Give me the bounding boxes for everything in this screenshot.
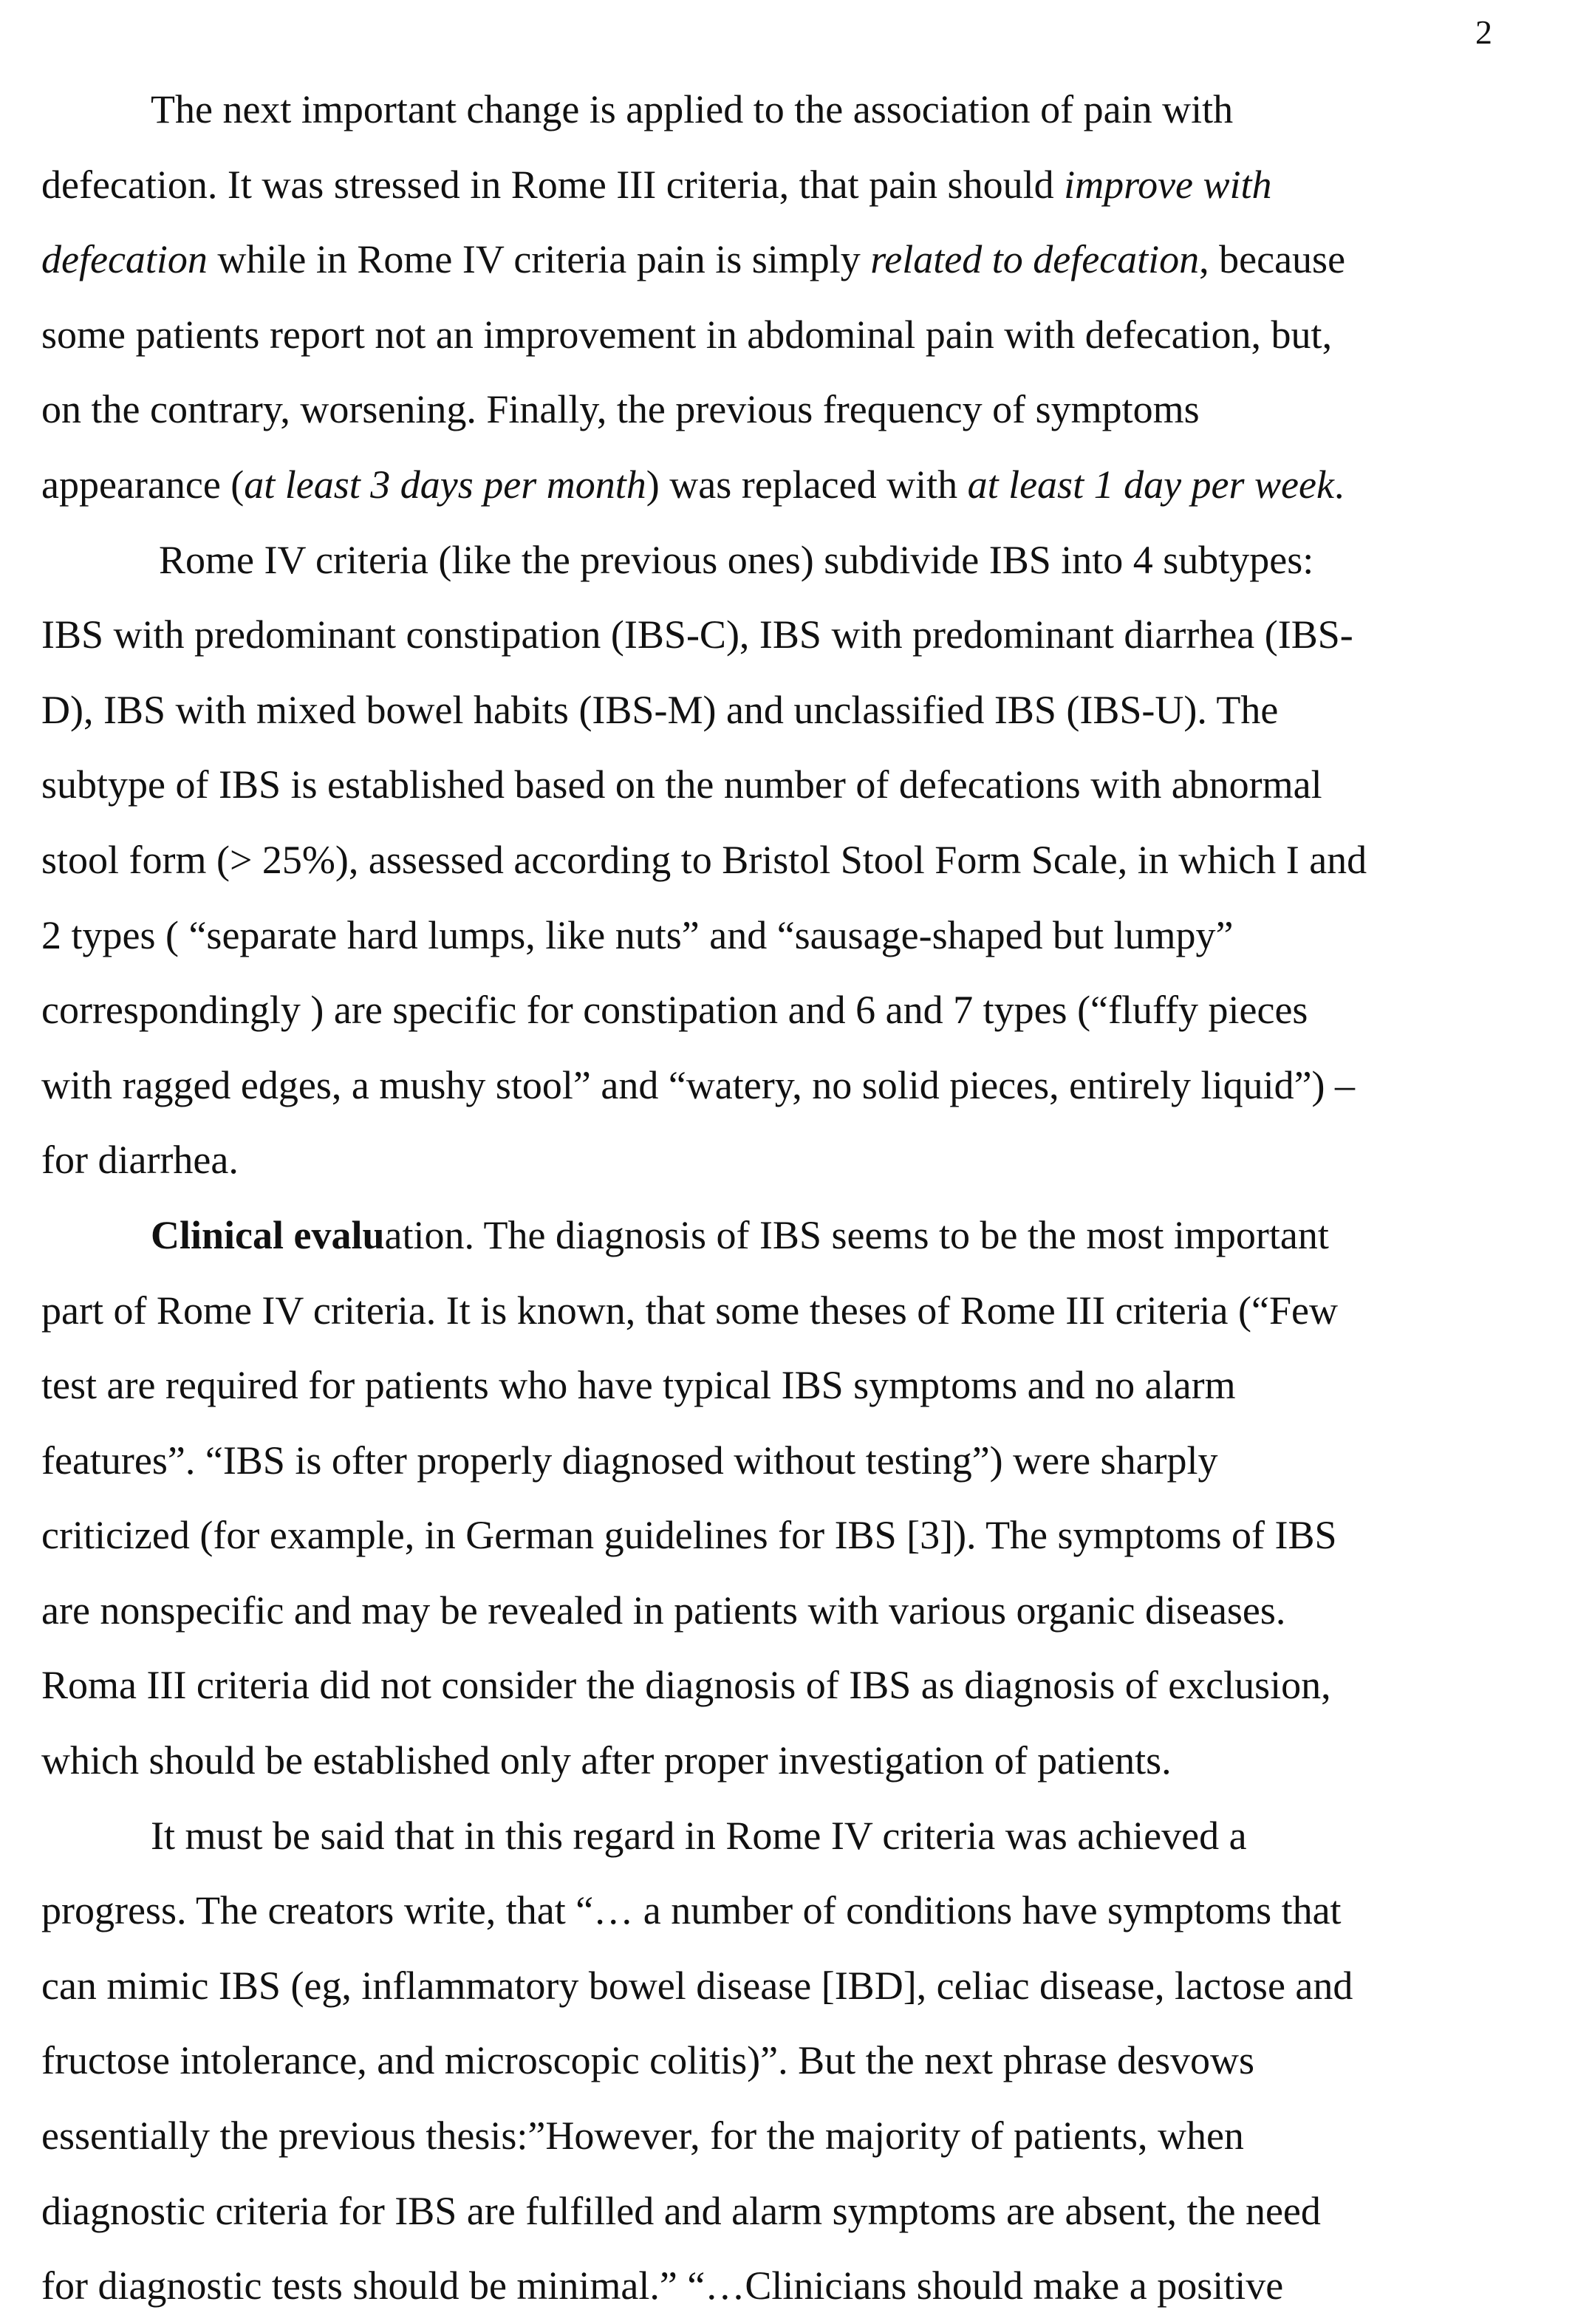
text-line: [41, 973, 1492, 1048]
text-segment: with ragged edges, a mushy stool” and “watery, no solid pieces, entirely liquid”) –: [41, 1062, 1356, 1107]
text-segment: stool form (> 25%), assessed according to Bristol Stool Form Scale, in which I and: [41, 837, 1367, 882]
text-segment: appearance (: [41, 462, 245, 507]
text-segment: diagnostic criteria for IBS are fulfilled and alarm symptoms are absent, the need: [41, 2188, 1321, 2233]
text-segment: some patients report not an improvement in abdominal pain with defecation, but,: [41, 312, 1333, 357]
text-line: [41, 1424, 1492, 1499]
text-line: [41, 748, 1492, 823]
text-segment: progress. The creators write, that “… a number of conditions have symptoms that: [41, 1888, 1342, 1933]
text-line: [41, 1123, 1492, 1198]
italic-text: related to defecation: [870, 237, 1200, 282]
text-line: [41, 372, 1492, 448]
text-line: [41, 1799, 1492, 1874]
text-line: [41, 1873, 1492, 1949]
text-segment: criticized (for example, in German guidelines for IBS [3]). The symptoms of IBS: [41, 1513, 1337, 1558]
text-segment: defecation. It was stressed in Rome III criteria, that pain should: [41, 162, 1065, 207]
text-line: [41, 1723, 1492, 1799]
text-line: [41, 72, 1492, 148]
text-segment: D), IBS with mixed bowel habits (IBS-M) and unclassified IBS (IBS-U). The: [41, 687, 1279, 732]
text-line: [41, 598, 1492, 673]
text-segment: for diarrhea.: [41, 1138, 239, 1183]
text-line: [41, 1198, 1492, 1274]
text-line: [41, 1348, 1492, 1424]
text-line: [41, 2099, 1492, 2174]
text-segment: Roma III criteria did not consider the diagnosis of IBS as diagnosis of exclusion,: [41, 1663, 1331, 1708]
text-segment: on the contrary, worsening. Finally, the previous frequency of symptoms: [41, 387, 1200, 432]
text-segment: fructose intolerance, and microscopic colitis)”. But the next phrase desvows: [41, 2038, 1254, 2083]
text-line: [41, 1573, 1492, 1649]
text-line: [41, 298, 1492, 373]
text-line: [41, 448, 1492, 523]
text-segment: ) was replaced with: [646, 462, 968, 507]
text-segment: which should be established only after proper investigation of patients.: [41, 1738, 1172, 1783]
text-line: [41, 2249, 1492, 2324]
text-segment: essentially the previous thesis:”However, for the majority of patients, when: [41, 2113, 1244, 2159]
italic-text: improve with: [1064, 162, 1272, 207]
text-segment: IBS with predominant constipation (IBS-C), IBS with predominant diarrhea (IBS-: [41, 612, 1353, 657]
text-segment: correspondingly ) are specific for constipation and 6 and 7 types (“fluffy pieces: [41, 988, 1308, 1033]
text-segment: features”. “IBS is ofter properly diagnosed without testing”) were sharply: [41, 1438, 1218, 1483]
text-line: [41, 1274, 1492, 1349]
text-line: [41, 1498, 1492, 1573]
text-segment: part of Rome IV criteria. It is known, that some theses of Rome III criteria (“Few: [41, 1288, 1338, 1333]
text-segment: test are required for patients who have typical IBS symptoms and no alarm: [41, 1363, 1236, 1408]
italic-text: defecation: [41, 237, 208, 282]
text-line: [41, 1949, 1492, 2024]
text-segment: ation. The diagnosis of IBS seems to be the most important: [384, 1212, 1329, 1257]
text-line: [41, 2174, 1492, 2249]
text-line: [41, 148, 1492, 223]
text-line: [41, 673, 1492, 748]
text-segment: are nonspecific and may be revealed in patients with various organic diseases.: [41, 1588, 1286, 1633]
text-line: [41, 222, 1492, 298]
text-segment: .: [1333, 462, 1345, 507]
body-text: [41, 72, 1492, 2324]
text-segment: can mimic IBS (eg, inflammatory bowel disease [IBD], celiac disease, lactose and: [41, 1963, 1353, 2008]
text-line: [41, 1048, 1492, 1124]
text-segment: , because: [1199, 237, 1346, 282]
text-line: [41, 523, 1492, 598]
text-line: [41, 1648, 1492, 1723]
italic-text: at least 3 days per month: [244, 462, 646, 507]
text-segment: The next important change is applied to the association of pain with: [151, 87, 1234, 131]
text-segment: It must be said that in this regard in Rome IV criteria was achieved a: [151, 1813, 1247, 1858]
text-segment: Rome IV criteria (like the previous ones) subdivide IBS into 4 subtypes:: [159, 537, 1314, 582]
text-segment: 2 types ( “separate hard lumps, like nuts” and “sausage-shaped but lumpy”: [41, 912, 1234, 957]
page-number: 2: [1475, 13, 1492, 51]
text-line: [41, 823, 1492, 898]
bold-text: Clinical evalu: [151, 1212, 385, 1257]
text-line: [41, 898, 1492, 974]
text-segment: for diagnostic tests should be minimal.” “…Clinicians should make a positive: [41, 2263, 1284, 2308]
text-segment: while in Rome IV criteria pain is simply: [207, 237, 871, 282]
italic-text: at least 1 day per week: [967, 462, 1334, 507]
text-segment: subtype of IBS is established based on the number of defecations with abnormal: [41, 762, 1322, 807]
text-line: [41, 2023, 1492, 2099]
